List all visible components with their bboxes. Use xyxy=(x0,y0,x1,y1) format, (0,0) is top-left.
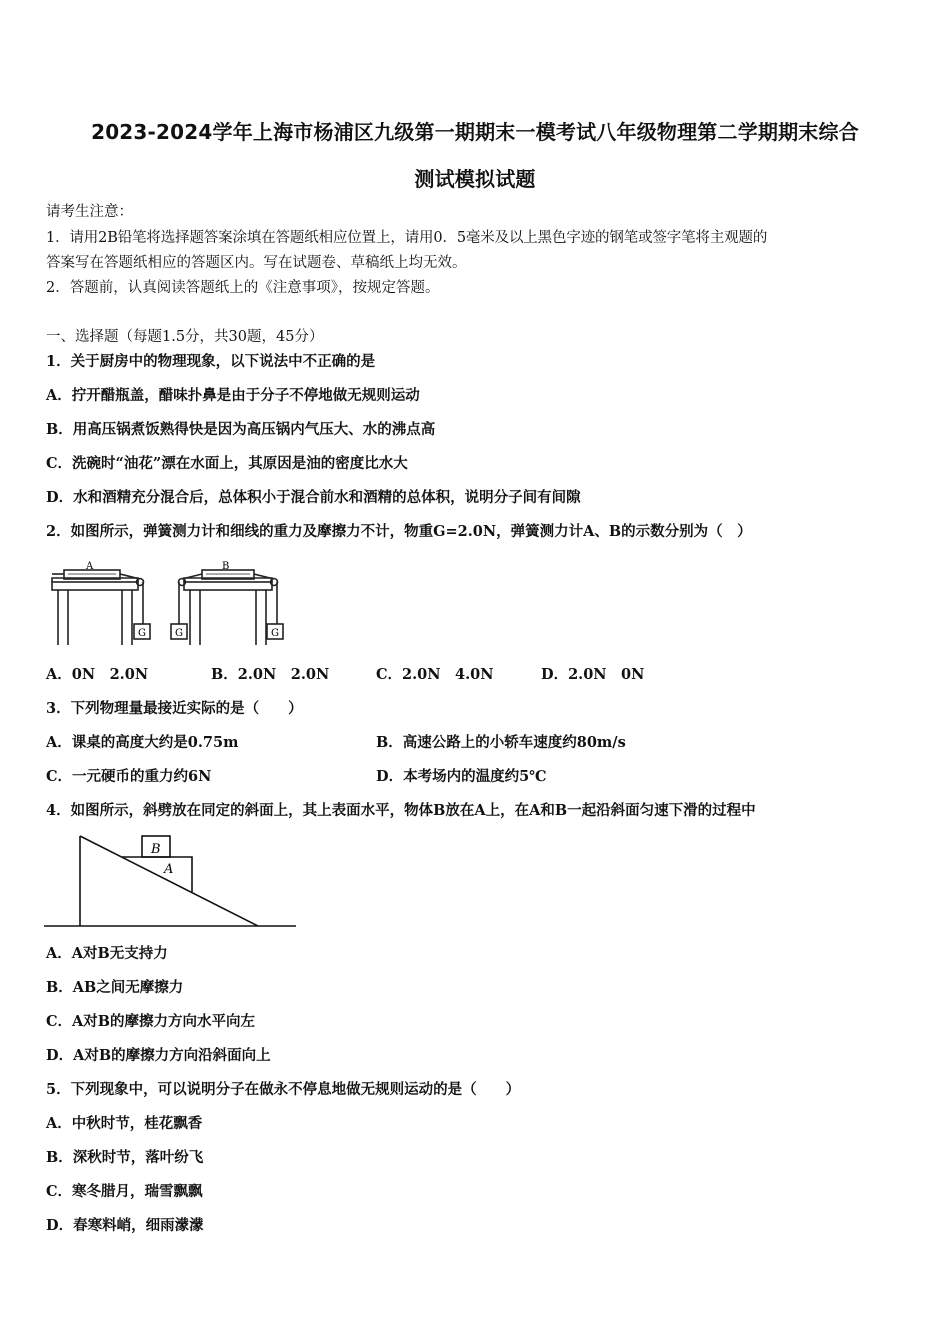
q3-stem: 3．下列物理量最接近实际的是（ ） xyxy=(46,700,303,717)
exam-title-line-1: 2023-2024学年上海市杨浦区九级第一期期末一模考试八年级物理第二学期期末综合 xyxy=(91,120,859,144)
q5-option-d: D．春寒料峭，细雨濛濛 xyxy=(46,1217,204,1234)
q2-fig-weight-2: G xyxy=(175,628,183,639)
section-heading: 一、选择题（每题1.5分，共30题，45分） xyxy=(46,329,324,345)
q1-option-c: C．洗碗时“油花”漂在水面上，其原因是油的密度比水大 xyxy=(46,455,408,472)
q2-option-c: C．2.0N 4.0N xyxy=(376,666,494,683)
q3-option-b: B．高速公路上的小轿车速度约80m/s xyxy=(376,734,626,751)
q4-option-b: B．AB之间无摩擦力 xyxy=(46,979,184,996)
q3-option-d: D．本考场内的温度约5℃ xyxy=(376,768,547,785)
q3-option-a: A．课桌的高度大约是0.75m xyxy=(46,734,239,751)
exam-title-line-2: 测试模拟试题 xyxy=(414,167,536,191)
q4-option-a: A．A对B无支持力 xyxy=(46,945,168,962)
q2-spring-scale-figure xyxy=(46,560,296,650)
q4-option-d: D．A对B的摩擦力方向沿斜面向上 xyxy=(46,1047,271,1064)
q2-fig-label-a: A xyxy=(86,561,94,572)
notice-item-2: 2．答题前，认真阅读答题纸上的《注意事项》，按规定答题。 xyxy=(46,280,440,296)
q2-option-d: D．2.0N 0N xyxy=(541,666,645,683)
q2-fig-weight-1: G xyxy=(138,628,146,639)
q5-stem: 5．下列现象中，可以说明分子在做永不停息地做无规则运动的是（ ） xyxy=(46,1081,521,1098)
notice-heading: 请考生注意： xyxy=(46,204,133,220)
q4-fig-label-a: A xyxy=(164,862,174,877)
q5-option-c: C．寒冬腊月，瑞雪飘飘 xyxy=(46,1183,203,1200)
q1-option-a: A．拧开醋瓶盖，醋味扑鼻是由于分子不停地做无规则运动 xyxy=(46,387,420,404)
q1-stem: 1．关于厨房中的物理现象，以下说法中不正确的是 xyxy=(46,353,376,370)
q1-option-b: B．用高压锅煮饭熟得快是因为高压锅内气压大、水的沸点高 xyxy=(46,421,436,438)
q4-option-c: C．A对B的摩擦力方向水平向左 xyxy=(46,1013,256,1030)
q4-incline-figure xyxy=(44,830,300,930)
q5-option-b: B．深秋时节，落叶纷飞 xyxy=(46,1149,204,1166)
q1-option-d: D．水和酒精充分混合后，总体积小于混合前水和酒精的总体积，说明分子间有间隙 xyxy=(46,489,581,506)
q2-option-a: A．0N 2.0N xyxy=(46,666,149,683)
notice-item-1b: 答案写在答题纸相应的答题区内。写在试题卷、草稿纸上均无效。 xyxy=(46,255,467,271)
q2-fig-label-b: B xyxy=(222,561,230,572)
q3-option-c: C．一元硬币的重力约6N xyxy=(46,768,212,785)
q2-option-b: B．2.0N 2.0N xyxy=(211,666,330,683)
q5-option-a: A．中秋时节，桂花飘香 xyxy=(46,1115,203,1132)
q2-fig-weight-3: G xyxy=(271,628,279,639)
q4-fig-label-b: B xyxy=(151,842,161,857)
q2-stem: 2．如图所示，弹簧测力计和细线的重力及摩擦力不计，物重G=2.0N，弹簧测力计A、B的示数分别为（ ） xyxy=(46,523,752,540)
notice-item-1a: 1．请用2B铅笔将选择题答案涂填在答题纸相应位置上，请用0．5毫米及以上黑色字迹的钢笔或签字笔将主观题的 xyxy=(46,230,768,246)
q4-stem: 4．如图所示，斜劈放在同定的斜面上，其上表面水平，物体B放在A上，在A和B一起沿斜面匀速下滑的过程中 xyxy=(46,802,756,819)
